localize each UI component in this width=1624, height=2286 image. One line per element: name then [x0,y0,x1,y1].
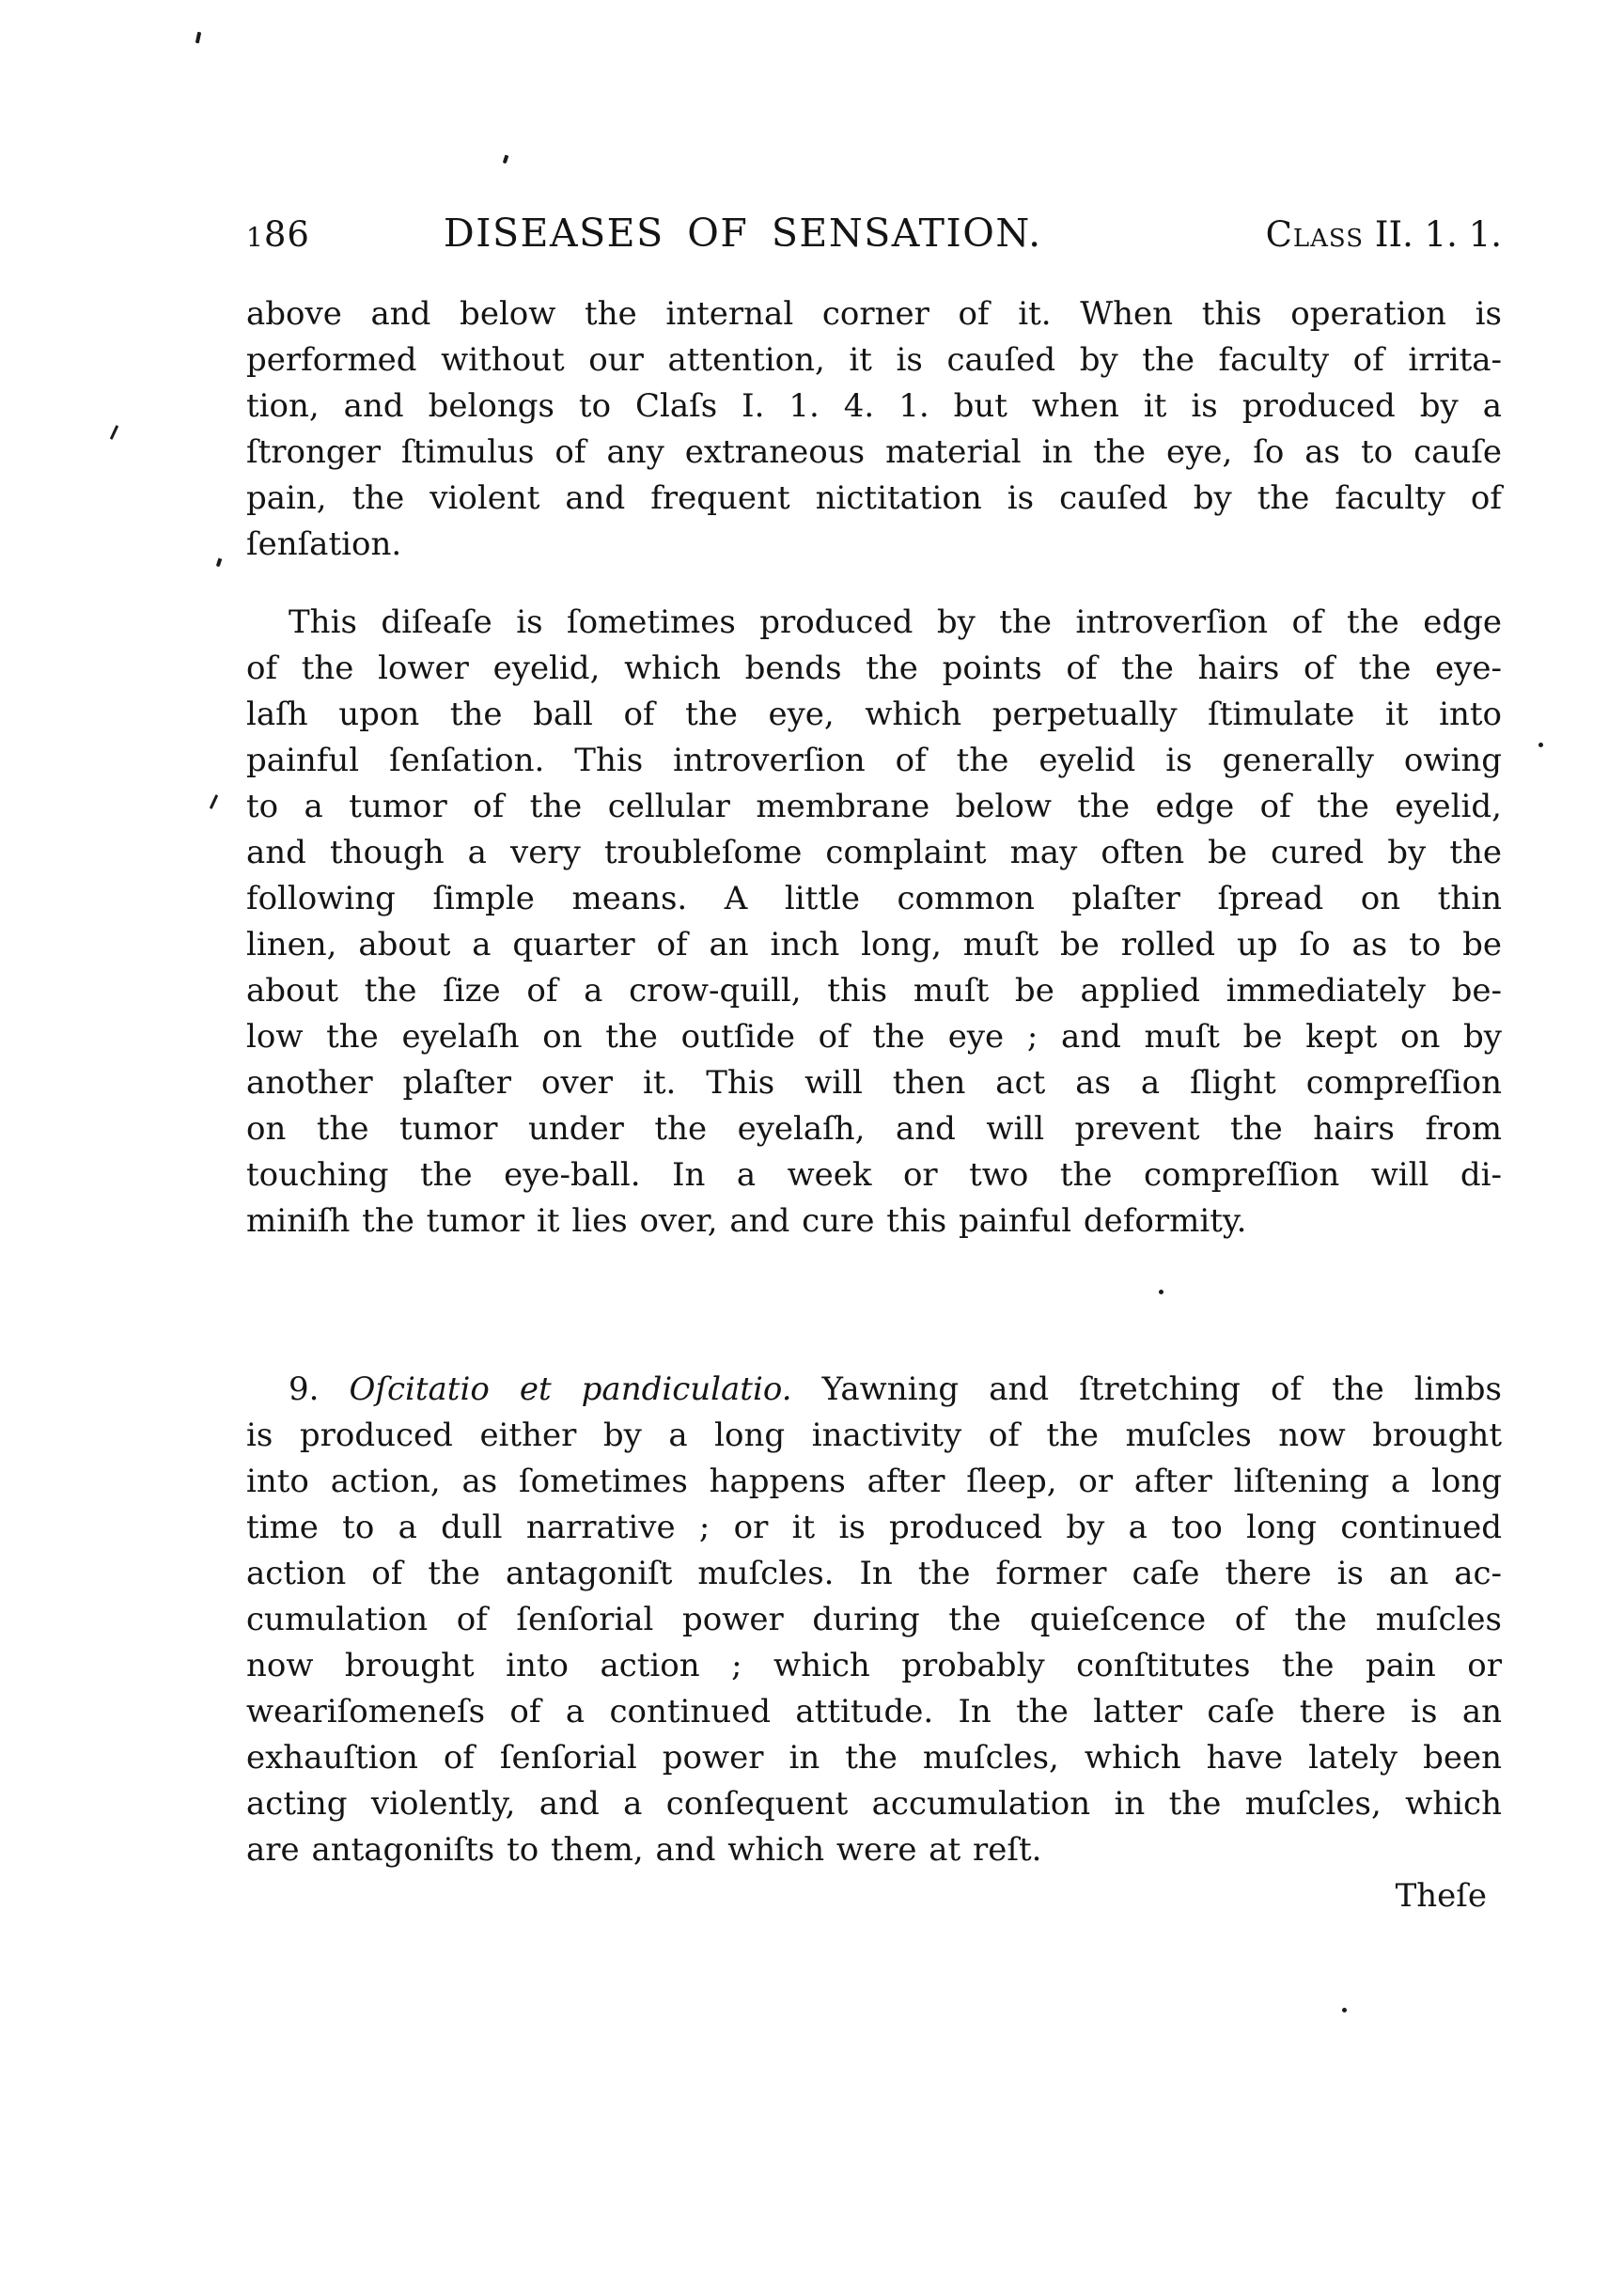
scan-artifact [210,794,218,809]
section-title-italic: Oſcitatio et pandiculatio. [349,1370,792,1408]
text-line: of the lower eyelid, which bends the points of the hairs of the eye- [246,650,1502,687]
class-word: Class [1265,214,1365,255]
text-line: cumulation of ſenſorial power during the quieſcence of the muſcles [246,1601,1502,1638]
running-title: DISEASES OF SENSATION. [443,211,1042,256]
text-line: following ſimple means. A little common plaſter ſpread on thin [246,880,1502,917]
text-line: This diſeaſe is ſometimes produced by the introverſion of the edge [289,603,1502,641]
scan-artifact [216,558,223,568]
text-line: time to a dull narrative ; or it is produced by a too long continued [246,1509,1502,1546]
text-line: is produced either by a long inactivity of the muſcles now brought [246,1417,1502,1454]
text-line [246,1367,1502,1413]
text-line: touching the eye-ball. In a week or two the compreſſion will di- [246,1156,1502,1194]
section-first-line-rest: Yawning and ſtretching of the limbs [791,1370,1502,1408]
text-column [246,211,1502,1919]
text-line: ſenſation. [246,525,402,563]
paragraph [246,600,1502,1245]
text-line: another plaſter over it. This will then act as a ſlight compreſſion [246,1064,1502,1102]
catchword: Theſe [1395,1877,1487,1915]
scan-artifact [503,155,509,164]
text-line: performed without our attention, it is cauſed by the faculty of irrita- [246,341,1502,379]
text-line: pain, the violent and frequent nictitation is cauſed by the faculty of [246,479,1502,517]
text-line: to a tumor of the cellular membrane below the edge of the eyelid, [246,788,1502,825]
scan-artifact [110,425,118,440]
paragraph-section-9 [246,1367,1502,1873]
scan-artifact [195,32,201,44]
text-line: exhauſtion of ſenſorial power in the muſcles, which have lately been [246,1739,1502,1777]
class-label [1266,214,1502,255]
text-line: on the tumor under the eyelaſh, and will prevent the hairs from [246,1110,1502,1148]
text-line: linen, about a quarter of an inch long, muſt be rolled up ſo as to be [246,926,1502,963]
page-header [246,211,1502,263]
text-line: ſtronger ſtimulus of any extraneous material in the eye, ſo as to cauſe [246,433,1502,471]
class-numerals: II. 1. 1. [1374,214,1502,255]
text-line: action of the antagoniſt muſcles. In the former caſe there is an ac- [246,1555,1502,1592]
paragraph [246,291,1502,568]
page-number: 186 [246,214,310,255]
text-line: painful ſenſation. This introverſion of the eyelid is generally owing [246,742,1502,779]
text-line: are antagoniſts to them, and which were at reſt. [246,1831,1042,1869]
text-line: and though a very troubleſome complaint may often be cured by the [246,834,1502,871]
text-line: laſh upon the ball of the eye, which perpetually ſtimulate it into [246,696,1502,733]
page-body [246,291,1502,1919]
scan-artifact [1538,743,1543,747]
text-line: above and below the internal corner of it. When this operation is [246,295,1502,333]
text-line: into action, as ſometimes happens after ſleep, or after liſtening a long [246,1463,1502,1500]
text-line: weariſomeneſs of a continued attitude. In the latter caſe there is an [246,1693,1502,1730]
text-line: miniſh the tumor it lies over, and cure this painful deformity. [246,1202,1247,1240]
text-line: acting violently, and a conſequent accumulation in the muſcles, which [246,1785,1502,1823]
scan-artifact [1342,2008,1347,2012]
text-line: low the eyelaſh on the outſide of the eye ; and muſt be kept on by [246,1018,1502,1056]
section-number: 9. [289,1370,350,1408]
text-line: about the ſize of a crow-quill, this muſt be applied immediately be- [246,972,1502,1010]
text-line: tion, and belongs to Claſs I. 1. 4. 1. but when it is produced by a [246,387,1502,425]
text-line: now brought into action ; which probably conſtitutes the pain or [246,1647,1502,1684]
catchword-row [246,1873,1502,1919]
